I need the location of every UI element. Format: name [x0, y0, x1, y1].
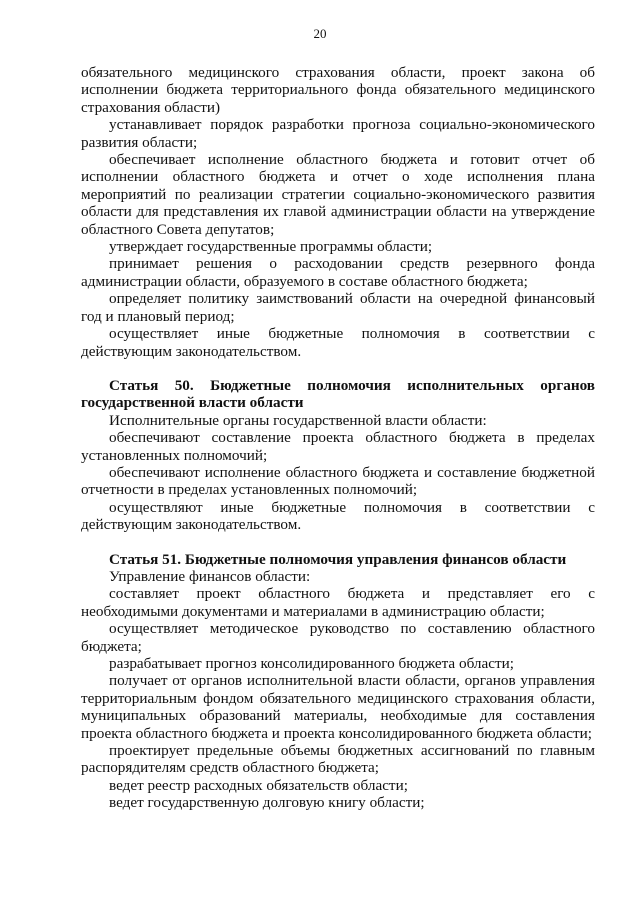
- paragraph: ведет реестр расходных обязательств области;: [109, 776, 408, 794]
- paragraph: обеспечивает исполнение областного бюджета и готовит отчет об исполнении областного бюджета и отчет о ходе исполнения плана мероприятий по реализации стратегии социально-экономического развития области для представления их главой администрации области на утверждение областного Совета депутатов;: [81, 151, 595, 238]
- paragraph: осуществляют иные бюджетные полномочия в соответствии с действующим законодательством.: [81, 498, 595, 534]
- paragraph: осуществляет иные бюджетные полномочия в соответствии с действующим законодательством.: [81, 325, 595, 360]
- paragraph: обеспечивают составление проекта областного бюджета в пределах установленных полномочий;: [81, 429, 595, 464]
- paragraph: Управление финансов области:: [109, 567, 311, 585]
- paragraph: ведет государственную долговую книгу области;: [109, 794, 425, 812]
- section-spacer: [81, 534, 595, 551]
- paragraph: получает от органов исполнительной власти области, органов управления территориальным фондом обязательного медицинского страхования области, муниципальных образований материалы, необходимые для составления проекта областного бюджета и проекта консолидированного бюджета области;: [81, 672, 595, 742]
- paragraph: утверждает государственные программы области;: [109, 238, 433, 256]
- page-number: 20: [313, 26, 327, 41]
- document-body: [81, 64, 595, 812]
- paragraph: обязательного медицинского страхования области, проект закона об исполнении бюджета территориального фонда обязательного медицинского страхования области): [81, 64, 595, 116]
- paragraph: разрабатывает прогноз консолидированного бюджета области;: [109, 655, 514, 672]
- paragraph: принимает решения о расходовании средств резервного фонда администрации области, образуемого в составе областного бюджета;: [81, 255, 595, 290]
- paragraph: определяет политику заимствований области на очередной финансовый год и плановый период;: [81, 290, 595, 325]
- section-spacer: [81, 360, 595, 377]
- paragraph: осуществляет методическое руководство по составлению областного бюджета;: [81, 620, 595, 655]
- paragraph: проектирует предельные объемы бюджетных ассигнований по главным распорядителям средств областного бюджета;: [81, 742, 595, 777]
- article-50-heading: Статья 50. Бюджетные полномочия исполнительных органов государственной власти области: [81, 376, 595, 412]
- article-51-heading: Статья 51. Бюджетные полномочия управления финансов области: [109, 550, 567, 568]
- paragraph: обеспечивают исполнение областного бюджета и составление бюджетной отчетности в пределах установленных полномочий;: [81, 463, 595, 499]
- paragraph: Исполнительные органы государственной власти области:: [109, 411, 487, 429]
- paragraph: составляет проект областного бюджета и представляет его с необходимыми документами и материалами в администрацию области;: [81, 585, 595, 620]
- paragraph: устанавливает порядок разработки прогноза социально-экономического развития области;: [81, 116, 595, 151]
